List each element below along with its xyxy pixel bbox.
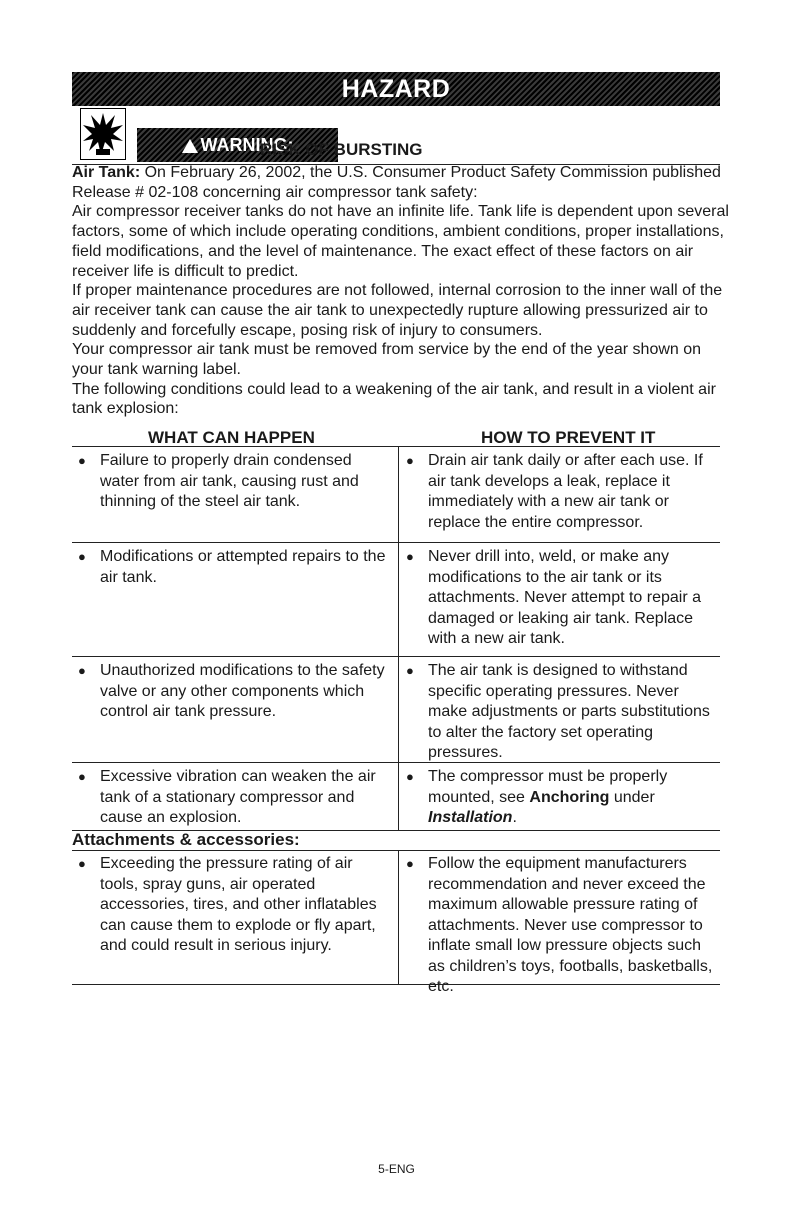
bullet-icon: ● (406, 453, 414, 468)
table-cell-prevention: Drain air tank daily or after each use. If air tank develops a leak, replace it immediately with a new air tank or replace the entire compressor. (428, 452, 703, 531)
prevention-text: . (512, 809, 517, 826)
hazard-banner (72, 72, 720, 106)
row-divider (72, 850, 720, 851)
column-divider (398, 447, 399, 830)
row-divider (72, 762, 720, 763)
column-divider (398, 850, 399, 984)
row-divider (72, 542, 720, 543)
bullet-icon: ● (78, 549, 86, 564)
hazard-title: HAZARD (341, 74, 451, 103)
table-cell-prevention (428, 767, 720, 829)
intro-paragraph: Air compressor receiver tanks do not have an infinite life. Tank life is dependent upon several factors, some of which include operating conditions, ambient conditions, proper installations, field modifications, and the level of maintenance. The exact effect of these factors on air receiver life is difficult to predict. (72, 203, 729, 280)
bullet-icon: ● (78, 453, 86, 468)
warning-badge-label: WARNING: (200, 134, 294, 155)
intro-paragraph: The following conditions could lead to a weakening of the air tank, and result in a violent air tank explosion: (72, 380, 716, 418)
bullet-icon: ● (406, 663, 414, 678)
table-cell-hazard: Exceeding the pressure rating of air tools, spray guns, air operated accessories, tires, and other inflatables can cause them to explode or fly apart, and could result in serious injury. (100, 855, 377, 954)
bullet-icon: ● (406, 856, 414, 871)
table-bottom-rule (72, 984, 720, 985)
page-number: 5-ENG (378, 1162, 415, 1176)
prevention-text: The compressor must be properly mounted, see (428, 768, 668, 806)
table-cell-hazard: Excessive vibration can weaken the air tank of a stationary compressor and cause an explosion. (100, 768, 376, 826)
intro-paragraph: Your compressor air tank must be removed from service by the end of the year shown on your tank warning label. (72, 341, 702, 379)
bullet-icon: ● (78, 769, 86, 784)
column-header-what-can-happen: WHAT CAN HAPPEN (148, 428, 315, 447)
intro-paragraph-text: On February 26, 2002, the U.S. Consumer Product Safety Commission published Release # 02-108 concerning air compressor tank safety: (72, 164, 721, 201)
table-cell-prevention: The air tank is designed to withstand specific operating pressures. Never make adjustments or parts substitutions to alter the factory set operating pressures. (428, 662, 710, 761)
intro-paragraph: If proper maintenance procedures are not followed, internal corrosion to the inner wall of the air receiver tank can cause the air tank to unexpectedly rupture allowing pressurized air to suddenly and forcefully escape, posing risk of injury to consumers. (72, 282, 723, 339)
prevention-text: under (609, 788, 655, 806)
intro-paragraph (72, 163, 732, 202)
warning-triangle-icon (182, 139, 198, 153)
table-cell-prevention: Follow the equipment manufacturers recommendation and never exceed the maximum allowable pressure rating of attachments. Never use compressor to inflate small low pressure objects such as children’s toys, footballs, basketballs, etc. (428, 855, 713, 995)
attachments-heading: Attachments & accessories: (72, 830, 300, 849)
air-tank-label: Air Tank: (72, 164, 141, 181)
table-cell-hazard: Modifications or attempted repairs to the air tank. (100, 548, 386, 586)
intro-text (72, 163, 732, 419)
bullet-icon: ● (406, 549, 414, 564)
anchoring-reference: Anchoring (529, 788, 610, 806)
table-cell-hazard: Failure to properly drain condensed water from air tank, causing rust and thinning of the steel air tank. (100, 452, 359, 510)
row-divider (72, 656, 720, 657)
risk-title: RISK OF BURSTING (260, 140, 423, 159)
warning-row (80, 108, 720, 163)
table-cell-prevention: Never drill into, weld, or make any modifications to the air tank or its attachments. Never attempt to repair a damaged or leaking air tank. Replace with a new air tank. (428, 548, 702, 647)
bullet-icon: ● (78, 856, 86, 871)
explosion-icon (80, 108, 126, 160)
installation-reference: Installation (428, 809, 513, 826)
column-header-how-to-prevent: HOW TO PREVENT IT (481, 428, 656, 447)
table-cell-hazard: Unauthorized modifications to the safety valve or any other components which control air tank pressure. (100, 662, 385, 720)
bullet-icon: ● (78, 663, 86, 678)
bullet-icon: ● (406, 769, 414, 784)
